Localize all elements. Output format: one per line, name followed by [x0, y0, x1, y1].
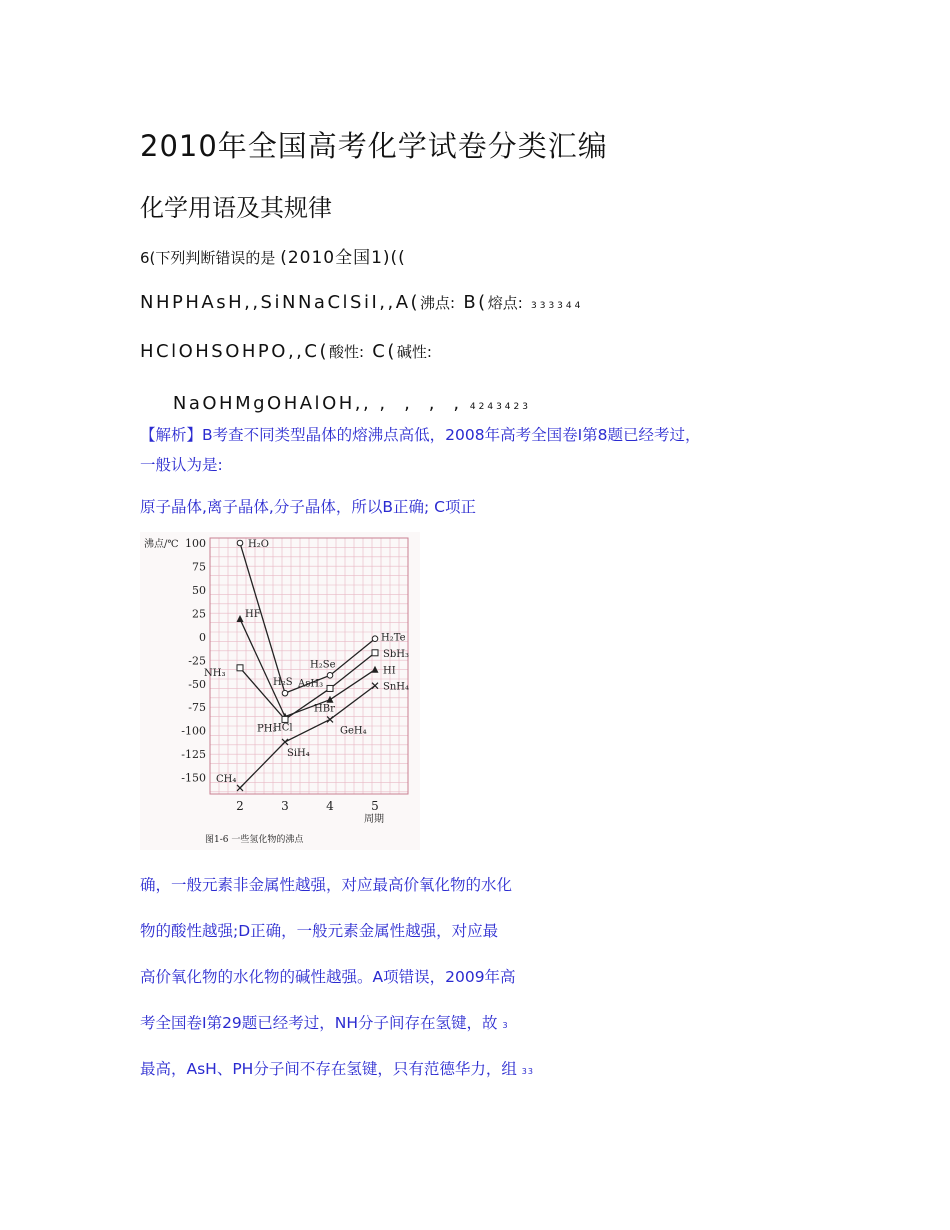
question-source: (2010全国1)(( — [280, 248, 406, 268]
y-axis-label: 沸点/℃ — [144, 539, 179, 550]
y-tick-label: 25 — [192, 607, 206, 621]
analysis-line: 高价氧化物的水化物的碱性越强。A项错误，2009年高 — [140, 968, 516, 986]
x-tick-label: 4 — [326, 799, 334, 813]
data-label: HCl — [273, 722, 293, 734]
y-tick-label: 0 — [199, 630, 206, 644]
label: 酸性: — [329, 343, 365, 361]
data-label: GeH₄ — [340, 725, 367, 737]
data-point — [372, 683, 378, 689]
label: 碱性: — [396, 343, 432, 361]
data-label: CH₄ — [216, 773, 237, 785]
y-tick-label: -100 — [181, 724, 206, 738]
subscripts: 4243423 — [469, 402, 531, 412]
data-point — [372, 650, 378, 656]
y-tick-label: 50 — [192, 583, 206, 597]
data-point — [237, 540, 243, 546]
y-tick-label: 100 — [185, 537, 206, 550]
y-tick-label: -75 — [188, 701, 206, 715]
analysis-line — [140, 1057, 534, 1079]
data-point — [372, 636, 378, 642]
analysis-line — [140, 423, 701, 445]
formula: NHPHAsH,,SiNNaClSiI,,A( — [140, 292, 421, 313]
series-line-VIIA — [240, 619, 375, 717]
data-label: PH₃ — [257, 723, 277, 735]
analysis-line: 一般认为是: — [140, 456, 223, 474]
question-stem — [140, 243, 406, 268]
y-tick-label: 75 — [192, 560, 206, 574]
boiling-point-chart — [140, 532, 420, 850]
data-point — [327, 716, 333, 722]
data-point — [237, 665, 243, 671]
y-tick-label: -150 — [181, 771, 206, 785]
data-label: SiH₄ — [287, 747, 310, 759]
subscripts: 3 — [502, 1021, 509, 1030]
x-tick-label: 2 — [236, 799, 244, 813]
y-tick-label: -25 — [188, 654, 206, 668]
data-point — [282, 739, 288, 745]
data-label: H₂Te — [381, 632, 406, 644]
formula: NaOHMgOHAlOH,, , , , , — [172, 393, 462, 414]
data-point — [327, 696, 334, 703]
x-tick-label: 3 — [281, 799, 289, 813]
data-label: HBr — [314, 703, 335, 715]
data-label: SnH₄ — [383, 681, 410, 693]
formula: B( — [463, 292, 488, 313]
analysis-text: B考查不同类型晶体的熔沸点高低，2008年高考全国卷I第8题已经考过， — [202, 426, 701, 444]
analysis-line: 确，一般元素非金属性越强，对应最高价氧化物的水化 — [140, 876, 513, 894]
analysis-tag: 【解析】 — [140, 426, 203, 444]
y-tick-label: -50 — [188, 677, 206, 691]
formula: C( — [372, 341, 397, 362]
data-label: HI — [383, 665, 396, 677]
data-point — [327, 673, 333, 679]
data-point — [237, 615, 244, 622]
analysis-line: 物的酸性越强;D正确，一般元素金属性越强，对应最 — [140, 922, 499, 940]
question-text: 6(下列判断错误的是 — [140, 249, 276, 267]
analysis-text: 考全国卷I第29题已经考过，NH分子间存在氢键，故 — [140, 1014, 498, 1032]
data-label: AsH₃ — [298, 678, 324, 690]
data-label: SbH₃ — [383, 648, 409, 660]
data-label: NH₃ — [204, 667, 226, 679]
option-line-2 — [140, 341, 432, 362]
data-label: HF — [245, 609, 261, 621]
page-title: 2010年全国高考化学试卷分类汇编 — [140, 129, 608, 163]
data-point — [237, 785, 243, 791]
formula: HClOHSOHPO,,C( — [140, 341, 329, 362]
x-axis-label: 周期 — [364, 814, 384, 825]
label: 沸点: — [420, 294, 456, 312]
data-point — [372, 666, 379, 673]
y-tick-label: -125 — [181, 748, 206, 762]
data-label: H₂Se — [310, 659, 336, 671]
x-tick-label: 5 — [371, 799, 379, 813]
data-point — [282, 716, 288, 722]
data-point — [282, 690, 288, 696]
section-title: 化学用语及其规律 — [140, 194, 332, 222]
series-line-IVA — [240, 686, 375, 788]
analysis-line — [140, 1011, 509, 1033]
subscripts: 333344 — [531, 301, 584, 311]
data-label: H₂O — [248, 539, 269, 550]
subscripts: 33 — [521, 1067, 534, 1076]
analysis-text: 最高，AsH、PH分子间不存在氢键，只有范德华力，组 — [140, 1060, 517, 1078]
chart-caption: 图1-6 一些氢化物的沸点 — [205, 835, 304, 845]
option-line-1 — [140, 292, 583, 313]
label: 熔点: — [487, 294, 523, 312]
analysis-line: 原子晶体,离子晶体,分子晶体，所以B正确; C项正 — [140, 498, 476, 516]
data-point — [327, 685, 333, 691]
data-label: H₂S — [273, 677, 293, 689]
